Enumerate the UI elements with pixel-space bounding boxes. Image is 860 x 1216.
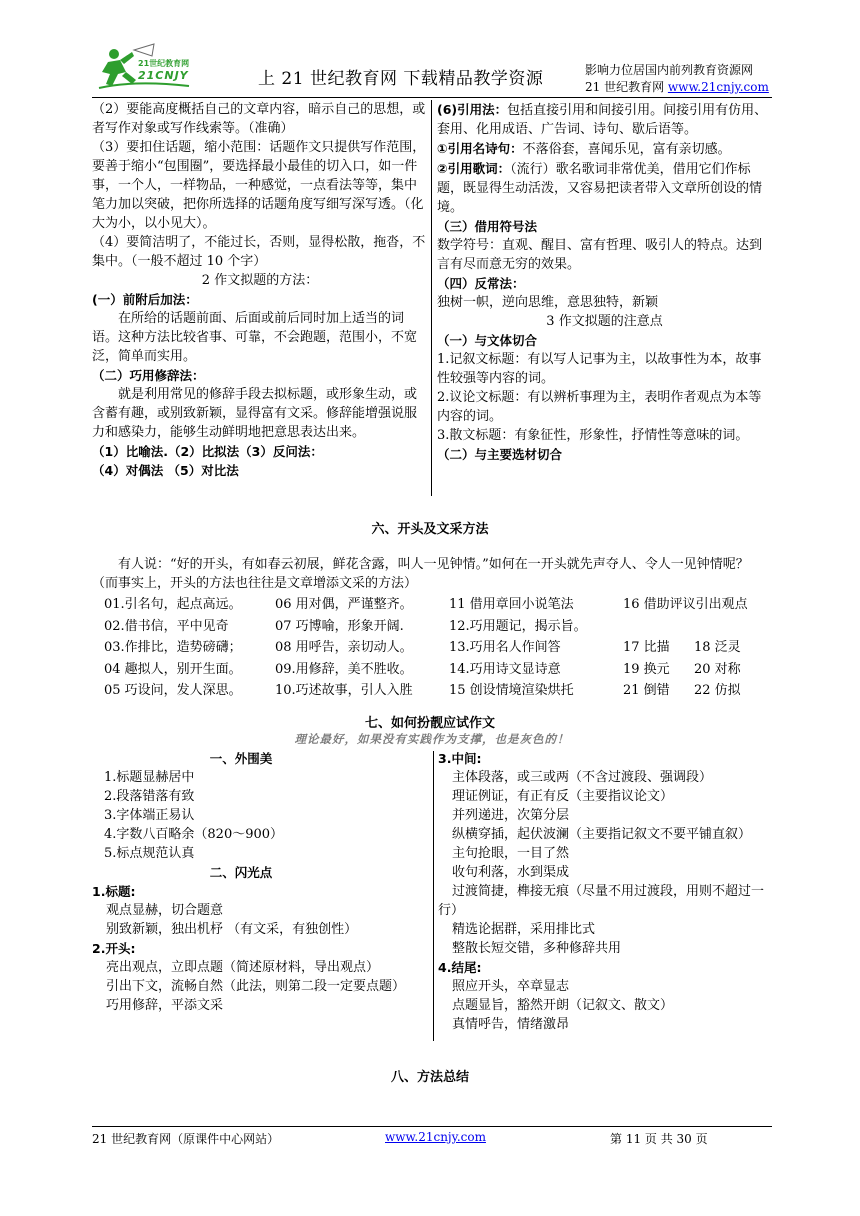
method-1-heading: (一）前附后加法： <box>92 292 198 307</box>
header-site-link[interactable]: www.21cnjy.com <box>667 80 769 94</box>
method-item: 21 倒错 <box>623 683 670 698</box>
logo-text: 21世纪教育网 <box>138 59 190 68</box>
method-item: 14.巧用诗文显诗意 <box>449 661 561 677</box>
opening-subheading: 2.开头: <box>92 941 136 956</box>
ending-subheading: 4.结尾: <box>438 960 482 975</box>
middle-subheading: 3.中间: <box>438 751 482 766</box>
middle-item: 收句利落，水到渠成 <box>452 865 570 880</box>
section-6-title: 六、开头及文采方法 <box>371 522 489 537</box>
method-item: 04 趣拟人，别开生面。 <box>104 661 242 677</box>
ending-item: 照应开头，卒章显志 <box>452 979 570 994</box>
method-item: 07 巧博喻，形象开阔. <box>275 618 404 634</box>
outer-item: 1.标题显赫居中 <box>104 770 195 785</box>
method-item: 09.用修辞，美不胜收。 <box>275 661 413 677</box>
section-8-title: 八、方法总结 <box>390 1070 469 1085</box>
left-column <box>92 100 428 480</box>
argument-title-note: 2.议论文标题：有以辨析事理为主，表明作者观点为本等内容的词。 <box>437 390 762 424</box>
quote-method-label: (6)引用法： <box>437 102 508 117</box>
method-item: 19 换元 <box>623 661 670 677</box>
middle-item: 并列递进，次第分层 <box>452 808 570 823</box>
method-item: 17 比描 <box>623 640 670 655</box>
method-item: 02.借书信，平中见奇 <box>104 618 229 634</box>
outer-beauty-heading: 一、外围美 <box>209 751 273 766</box>
header-title: 上 21 世纪教育网 下载精品教学资源 <box>258 69 544 89</box>
middle-item: 理证例证，有正有反（主要指议论文） <box>452 789 674 804</box>
methods-row <box>92 594 772 616</box>
middle-item: 主句抢眼，一目了然 <box>452 846 570 861</box>
method-item: 22 仿拟 <box>694 683 741 698</box>
method-heading: 2 作文拟题的方法： <box>201 273 319 288</box>
left-para-3: （3）要扣住话题，缩小范围：话题作文只提供写作范围，要善于缩小“包围圈”，要选择最小最佳的切入口，如一件事，一个人，一样物品，一种感觉，一点看法等等，集中笔力加以突破，把你所选择的话题角度写细写深写透。（化大为小，以小见大）。 <box>92 140 426 231</box>
symbol-method-text: 数学符号：直观、醒目、富有哲理、吸引人的特点。达到言有尽而意无穷的效果。 <box>437 238 763 272</box>
outer-item: 2.段落错落有致 <box>104 789 195 804</box>
title-subheading: 1.标题: <box>92 884 136 899</box>
footer-page-number: 第 11 页 共 30 页 <box>610 1132 708 1146</box>
method-item: 11 借用章回小说笔法 <box>449 597 574 612</box>
footer-divider <box>92 1126 772 1127</box>
title-item: 观点显赫，切合题意 <box>106 903 224 918</box>
rhetoric-list-2: （4）对偶法 （5）对比法 <box>92 463 239 478</box>
site-logo[interactable] <box>94 42 204 94</box>
header-tagline: 影响力位居国内前列教育资源网 <box>585 63 754 77</box>
method-item: 08 用呼告，亲切动人。 <box>275 640 413 655</box>
reverse-method-heading: （四）反常法： <box>437 276 525 291</box>
right-column <box>437 100 772 464</box>
notes-heading: 3 作文拟题的注意点 <box>546 314 663 329</box>
method-item: 10.巧述故事，引人入胜 <box>275 683 413 698</box>
exam-right-column <box>438 749 772 1034</box>
narrative-title-note: 1.记叙文标题：有以写人记事为主，以故事性为本，故事性较强等内容的词。 <box>437 352 762 386</box>
quote-poem <box>437 139 772 159</box>
outer-item: 5.标点规范认真 <box>104 846 195 861</box>
method-item: 05 巧设问，发人深思。 <box>104 683 242 698</box>
header-divider <box>92 97 772 98</box>
ending-item: 点题显旨，豁然开朗（记叙文、散文） <box>452 998 674 1013</box>
middle-item: 整散长短交错，多种修辞共用 <box>452 941 622 956</box>
method-item: 15 创设情境渲染烘托 <box>449 683 574 698</box>
quote-method-text: 包括直接引用和间接引用。间接引用有仿用、套用、化用成语、广告词、诗句、歇后语等。 <box>437 103 768 137</box>
methods-row <box>92 680 772 702</box>
middle-item: 主体段落，或三或两（不含过渡段、强调段） <box>452 770 713 785</box>
middle-item: 精选论据群，采用排比式 <box>452 922 596 937</box>
section-7-slogan: 理论最好，如果没有实践作为支撑，也是灰色的！ <box>294 732 570 746</box>
logo-subtext: 21CNJY <box>138 69 189 82</box>
header-site-prefix: 21 世纪教育网 <box>585 80 668 94</box>
quote-lyrics-text: （流行）歌名歌词非常优美，借用它们作标题，既显得生动活泼，又容易把读者带入文章所创设的情境。 <box>437 162 763 215</box>
left-para-4: （4）要简洁明了，不能过长，否则，显得松散，拖沓，不集中。（一般不超过 10 个字） <box>92 235 426 269</box>
method-item: 18 泛灵 <box>694 640 741 655</box>
column-divider <box>431 100 432 496</box>
method-2-text: 就是利用常见的修辞手段去拟标题，或形象生动，或含蓄有趣，或别致新颖，显得富有文采。修辞能增强说服力和感染力，能够生动鲜明地把意思表达出来。 <box>92 387 418 440</box>
opening-methods-grid <box>92 594 772 702</box>
quote-method <box>437 100 772 139</box>
methods-row <box>92 637 772 659</box>
footer-site-link[interactable]: www.21cnjy.com <box>385 1130 486 1144</box>
title-item: 别致新颖，独出机杼 （有文采，有独创性） <box>106 922 358 937</box>
highlight-heading: 二、闪光点 <box>209 865 273 880</box>
section-6-intro: 有人说：“好的开头，有如春云初展，鲜花含露，叫人一见钟情。”如何在一开头就先声夺人、令人一见钟情呢？（而事实上，开头的方法也往往是文章增添文采的方法） <box>92 557 749 591</box>
ending-item: 真情呼告，情绪激昂 <box>452 1017 570 1032</box>
method-2-heading: （二）巧用修辞法： <box>92 368 205 383</box>
opening-item: 巧用修辞，平添文采 <box>106 998 224 1013</box>
opening-item: 引出下文，流畅自然（此法，则第二段一定要点题） <box>106 979 406 994</box>
section-7-title: 七、如何扮靓应试作文 <box>364 716 495 731</box>
quote-lyrics <box>437 159 772 217</box>
reverse-method-text: 独树一帜，逆向思维，意思独特，新颖 <box>437 295 659 310</box>
method-item: 16 借助评议引出观点 <box>623 597 748 612</box>
quote-poem-label: ①引用名诗句： <box>437 141 523 156</box>
header-site-line <box>585 79 769 96</box>
methods-row <box>92 616 772 638</box>
material-match-heading: （二）与主要选材切合 <box>437 447 563 462</box>
rhetoric-list-1: （1）比喻法.（2）比拟法（3）反问法： <box>92 444 323 459</box>
middle-item: 过渡简捷，榫接无痕（尽量不用过渡段，用则不超过一行） <box>438 884 765 918</box>
exam-column-divider <box>433 751 434 1041</box>
exam-left-column <box>92 749 430 1015</box>
method-1-text: 在所给的话题前面、后面或前后同时加上适当的词语。这种方法比较省事、可靠，不会跑题，范围小，不宽泛，简单而实用。 <box>92 311 418 364</box>
method-item: 13.巧用名人作间答 <box>449 640 561 655</box>
method-item: 06 用对偶，严谨整齐。 <box>275 597 413 612</box>
opening-item: 亮出观点，立即点题（简述原材料，导出观点） <box>106 960 380 975</box>
middle-item: 纵横穿插，起伏波澜（主要指记叙文不要平铺直叙） <box>452 827 752 842</box>
footer-site-name: 21 世纪教育网（原课件中心网站） <box>92 1132 280 1146</box>
header-right <box>585 62 769 96</box>
method-item: 01.引名句，起点高远。 <box>104 597 242 612</box>
prose-title-note: 3.散文标题：有象征性，形象性，抒情性等意味的词。 <box>437 428 749 443</box>
quote-lyrics-label: ②引用歌词： <box>437 161 511 176</box>
methods-row <box>92 659 772 681</box>
left-para-2: （2）要能高度概括自己的文章内容，暗示自己的思想，或者写作对象或写作线索等。（准确） <box>92 102 426 136</box>
method-item: 20 对称 <box>694 661 741 677</box>
genre-match-heading: （一）与文体切合 <box>437 333 538 348</box>
method-item: 12.巧用题记，揭示旨。 <box>449 618 587 634</box>
outer-item: 3.字体端正易认 <box>104 808 195 823</box>
symbol-method-heading: （三）借用符号法 <box>437 219 538 234</box>
quote-poem-text: 不落俗套，喜闻乐见，富有亲切感。 <box>522 142 731 157</box>
method-item: 03.作排比，造势磅礴； <box>104 640 242 655</box>
outer-item: 4.字数八百略余（820～900） <box>104 827 284 842</box>
